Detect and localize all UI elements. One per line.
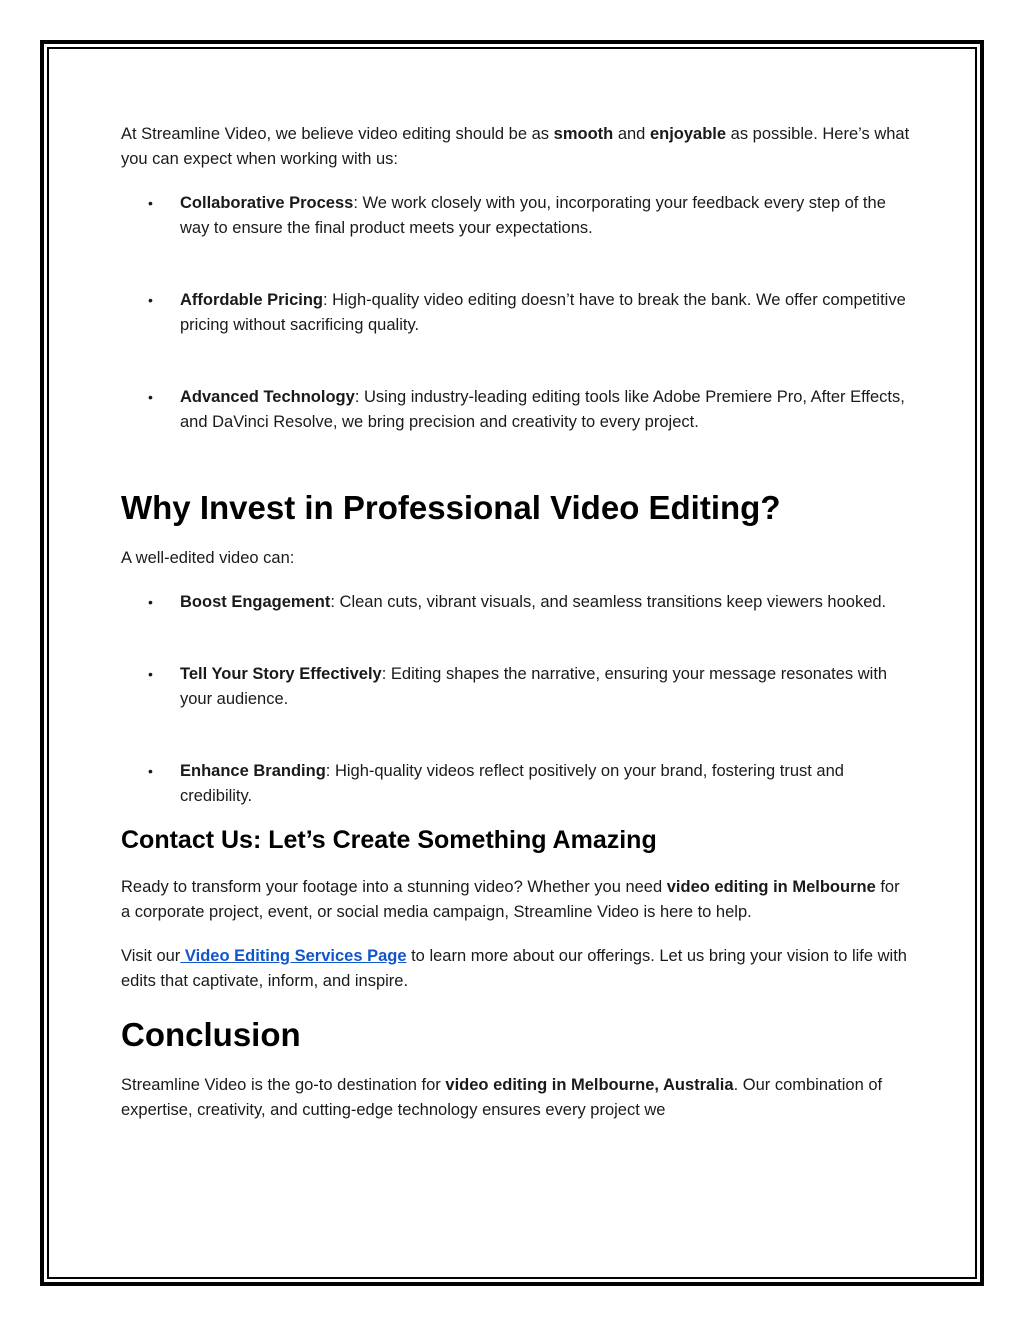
list-item (121, 288, 911, 337)
conclusion-heading: Conclusion (121, 1016, 301, 1053)
list-item (121, 590, 911, 615)
list-item (121, 662, 911, 711)
list-item (121, 191, 911, 240)
conclusion-paragraph (121, 1073, 911, 1122)
list-item-title: Collaborative Process (180, 194, 354, 212)
contact-text-3: Visit our (121, 947, 181, 965)
list-item (121, 385, 911, 434)
list-item-text: : Clean cuts, vibrant visuals, and seamless transitions keep viewers hooked. (330, 592, 887, 611)
bullet-icon: • (148, 763, 153, 779)
contact-heading: Contact Us: Let’s Create Something Amazing (121, 826, 657, 854)
intro-bold-enjoyable: enjoyable (649, 125, 727, 143)
list-item-text: : High-quality videos reflect positively on your brand, fostering trust and credibility. (180, 762, 844, 805)
list-item-title: Tell Your Story Effectively (180, 665, 382, 683)
bullet-icon: • (148, 593, 153, 610)
bullet-icon: • (148, 389, 153, 405)
conclusion-text-1: Streamline Video is the go-to destination for (121, 1076, 446, 1094)
bullet-icon: • (148, 292, 153, 308)
intro-bold-smooth: smooth (553, 125, 614, 143)
list-item-text: : Using industry-leading editing tools like Adobe Premiere Pro, After Effects, and DaVinci Resolve, we bring precision and creativity to every project. (180, 388, 905, 431)
list-item-title: Enhance Branding (180, 762, 326, 780)
why-list (121, 590, 911, 809)
contact-paragraph-2 (121, 944, 911, 993)
intro-text-1: At Streamline Video, we believe video editing should be as (121, 125, 554, 143)
contact-text-2: for a corporate project, event, or social media campaign, Streamline Video is here to help. (121, 878, 900, 921)
conclusion-text-2: . Our combination of expertise, creativity, and cutting-edge technology ensures every project we (121, 1076, 883, 1119)
intro-paragraph (121, 122, 911, 171)
conclusion-bold-keyword: video editing in Melbourne, Australia (445, 1076, 734, 1094)
contact-paragraph-1 (121, 875, 911, 924)
video-editing-services-link[interactable]: Video Editing Services Page (180, 947, 407, 965)
list-item-text: : Editing shapes the narrative, ensuring your message resonates with your audience. (180, 665, 888, 708)
list-item-title: Affordable Pricing (180, 291, 324, 309)
why-heading: Why Invest in Professional Video Editing? (121, 489, 781, 526)
list-item (121, 759, 911, 808)
benefits-list (121, 191, 911, 434)
document-body (121, 120, 911, 1122)
list-item-text: : We work closely with you, incorporating your feedback every step of the way to ensure the final product meets your expectations. (180, 194, 886, 237)
contact-bold-keyword: video editing in Melbourne (666, 878, 876, 896)
list-item-title: Advanced Technology (180, 388, 355, 406)
intro-text-3: as possible. Here’s what you can expect when working with us: (121, 125, 910, 168)
list-item-text: : High-quality video editing doesn’t have to break the bank. We offer competitive pricing without sacrificing quality. (180, 291, 906, 334)
intro-text-2: and (613, 125, 650, 143)
bullet-icon: • (148, 666, 153, 682)
list-item-title: Boost Engagement (180, 592, 331, 611)
why-lead: A well-edited video can: (121, 549, 295, 567)
contact-text-1: Ready to transform your footage into a stunning video? Whether you need (121, 878, 667, 896)
contact-text-4: to learn more about our offerings. Let us bring your vision to life with edits that captivate, inform, and inspire. (121, 947, 907, 990)
bullet-icon: • (148, 195, 153, 211)
